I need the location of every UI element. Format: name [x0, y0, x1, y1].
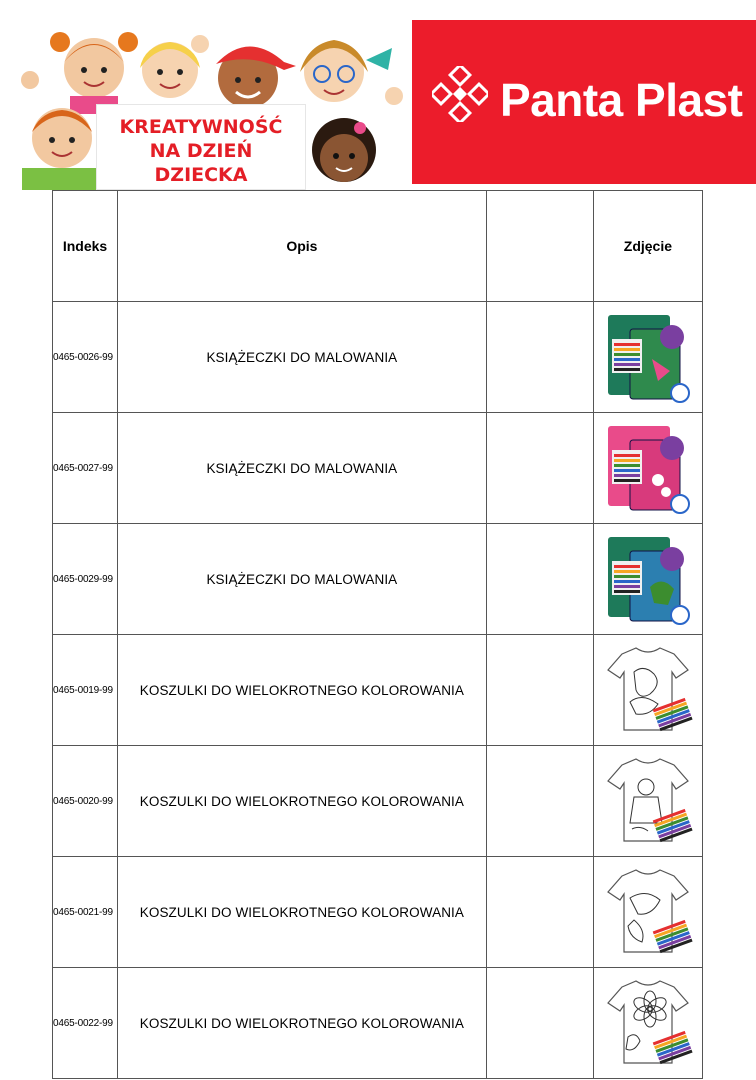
coloring-tshirt-photo: [600, 975, 696, 1071]
table-row: [53, 413, 703, 524]
product-description: KOSZULKI DO WIELOKROTNEGO KOLOROWANIA: [118, 635, 487, 746]
product-index: 0465-0021-99: [53, 857, 118, 968]
hand-top-icon: [191, 35, 209, 53]
kid-blonde-illustration: [140, 42, 200, 98]
coloring-tshirt-photo: [600, 642, 696, 738]
column-header-photo: Zdjęcie: [593, 191, 702, 302]
product-photo-cell: [593, 857, 702, 968]
product-photo-cell: [593, 302, 702, 413]
product-description: KOSZULKI DO WIELOKROTNEGO KOLOROWANIA: [118, 968, 487, 1079]
product-photo-cell: [593, 968, 702, 1079]
empty-cell: [486, 524, 593, 635]
product-description: KSIĄŻECZKI DO MALOWANIA: [118, 413, 487, 524]
panta-plast-logo-icon: [432, 66, 488, 122]
product-photo-cell: [593, 746, 702, 857]
kid-glasses-illustration: [300, 40, 392, 102]
table-row: [53, 524, 703, 635]
product-description: KOSZULKI DO WIELOKROTNEGO KOLOROWANIA: [118, 857, 487, 968]
product-photo-cell: [593, 524, 702, 635]
kid-pigtails-illustration: [50, 32, 138, 114]
product-index: 0465-0026-99: [53, 302, 118, 413]
empty-cell: [486, 635, 593, 746]
kids-banner: [0, 0, 410, 190]
kid-dark-hair-illustration: [312, 118, 376, 182]
product-index: 0465-0029-99: [53, 524, 118, 635]
empty-cell: [486, 857, 593, 968]
slogan-line-2: NA DZIEŃ: [149, 140, 253, 162]
empty-cell: [486, 968, 593, 1079]
product-table: [52, 190, 703, 1079]
kid-green-shirt-illustration: [22, 108, 102, 190]
table-header-row: [53, 191, 703, 302]
product-index: 0465-0020-99: [53, 746, 118, 857]
product-index: 0465-0027-99: [53, 413, 118, 524]
product-description: KOSZULKI DO WIELOKROTNEGO KOLOROWANIA: [118, 746, 487, 857]
hand-left-icon: [21, 71, 39, 89]
column-header-index: Indeks: [53, 191, 118, 302]
column-header-empty: [486, 191, 593, 302]
table-row: [53, 857, 703, 968]
empty-cell: [486, 413, 593, 524]
table-row: [53, 968, 703, 1079]
slogan-line-3: DZIECKA: [154, 164, 248, 186]
hand-right-icon: [385, 87, 403, 105]
table-row: [53, 635, 703, 746]
product-index: 0465-0022-99: [53, 968, 118, 1079]
product-photo-cell: [593, 635, 702, 746]
product-description: KSIĄŻECZKI DO MALOWANIA: [118, 524, 487, 635]
column-header-description: Opis: [118, 191, 487, 302]
slogan-line-1: KREATYWNOŚĆ: [119, 116, 283, 138]
coloring-tshirt-photo: [600, 864, 696, 960]
coloring-tshirt-photo: [600, 753, 696, 849]
product-description: KSIĄŻECZKI DO MALOWANIA: [118, 302, 487, 413]
brand-banner: [412, 20, 756, 184]
product-photo-cell: [593, 413, 702, 524]
slogan-sign: [96, 104, 306, 190]
empty-cell: [486, 746, 593, 857]
table-row: [53, 302, 703, 413]
empty-cell: [486, 302, 593, 413]
coloring-book-photo: [600, 531, 696, 627]
coloring-book-photo: [600, 309, 696, 405]
brand-name: Panta Plast: [500, 74, 743, 126]
product-index: 0465-0019-99: [53, 635, 118, 746]
coloring-book-photo: [600, 420, 696, 516]
table-row: [53, 746, 703, 857]
